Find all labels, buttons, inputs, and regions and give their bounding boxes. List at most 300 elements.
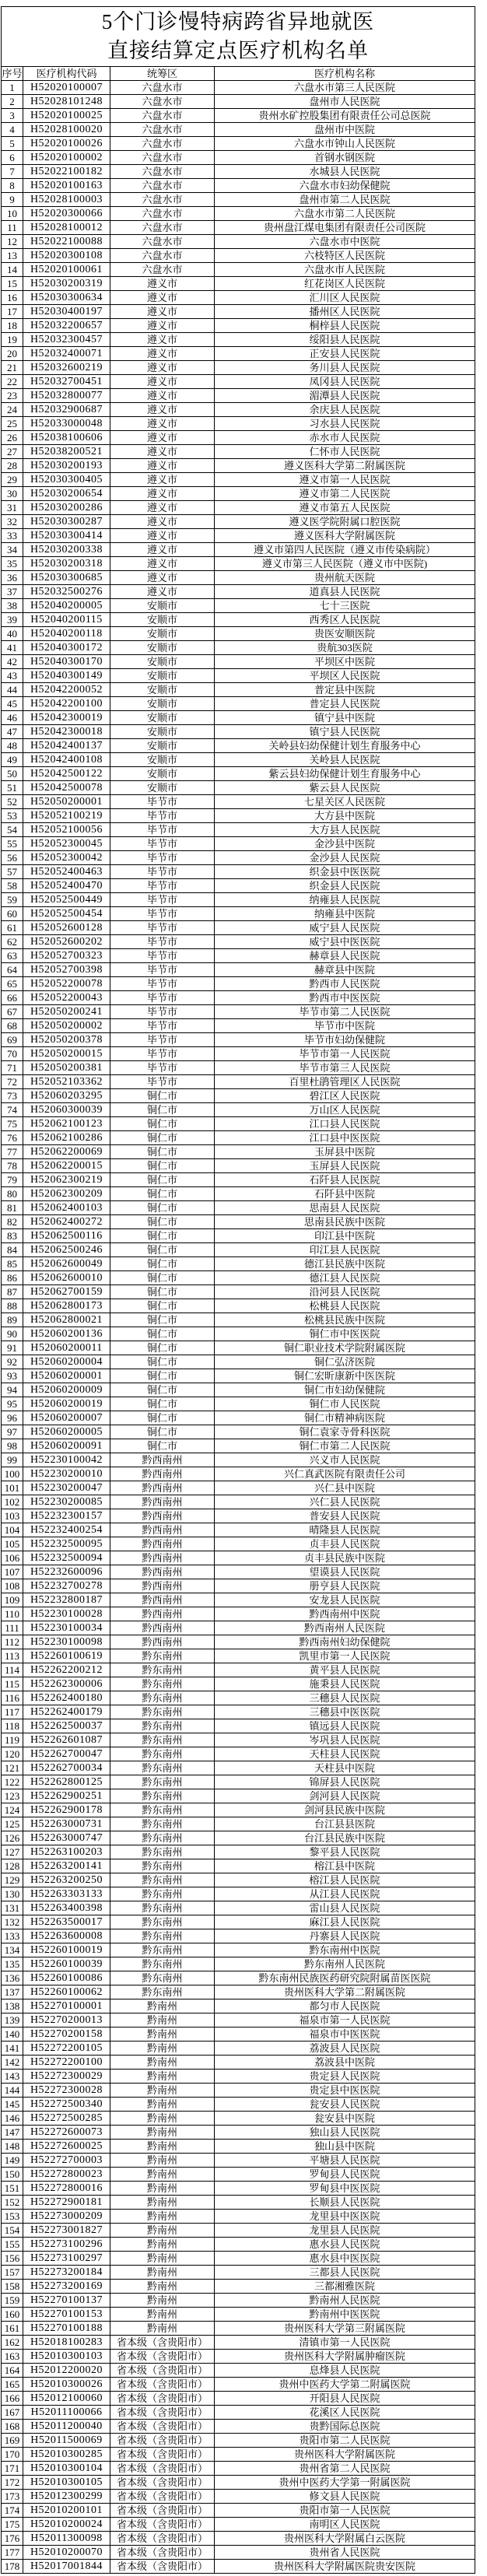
cell-index: 134 [2,1943,23,1957]
cell-name: 毕节市第三人民医院 [215,1061,475,1075]
cell-index: 52 [2,795,23,809]
table-row [2,599,475,613]
cell-name: 榕江县人民医院 [215,1873,475,1887]
cell-name: 播州区人民医院 [215,305,475,319]
cell-index: 10 [2,207,23,221]
cell-code: H52273001827 [23,2224,110,2238]
cell-region: 省本级（含贵阳市） [110,2350,215,2364]
cell-name: 独山县中医院 [215,2140,475,2154]
cell-name: 紫云县妇幼保健计划生育服务中心 [215,767,475,781]
cell-index: 163 [2,2350,23,2364]
table-row [2,1145,475,1159]
table-row [2,515,475,529]
cell-index: 82 [2,1215,23,1229]
cell-name: 晴隆县人民医院 [215,1523,475,1537]
cell-name: 玉屏县人民医院 [215,1159,475,1173]
cell-name: 关岭县人民医院 [215,753,475,767]
table-row [2,1873,475,1887]
cell-region: 遵义市 [110,305,215,319]
cell-index: 19 [2,333,23,347]
table-row [2,1047,475,1061]
cell-index: 133 [2,1929,23,1943]
cell-name: 荔波县人民医院 [215,2042,475,2056]
cell-region: 黔南州 [110,2308,215,2322]
cell-name: 岑巩县人民医院 [215,1733,475,1747]
cell-index: 49 [2,753,23,767]
cell-region: 铜仁市 [110,1173,215,1187]
table-row [2,2224,475,2238]
cell-region: 安顺市 [110,641,215,655]
table-row [2,2084,475,2098]
cell-code: H52020100026 [23,137,110,151]
cell-name: 贵黔国际总医院 [215,2420,475,2434]
cell-index: 27 [2,445,23,459]
cell-index: 141 [2,2042,23,2056]
cell-index: 12 [2,235,23,249]
table-row [2,2056,475,2070]
cell-name: 都匀市人民医院 [215,1999,475,2013]
cell-name: 西秀区人民医院 [215,613,475,627]
cell-code: H52050200381 [23,1061,110,1075]
cell-index: 164 [2,2364,23,2378]
cell-index: 102 [2,1495,23,1509]
cell-index: 43 [2,669,23,683]
cell-index: 129 [2,1873,23,1887]
table-row [2,207,475,221]
cell-index: 132 [2,1915,23,1929]
cell-index: 106 [2,1551,23,1565]
table-row [2,1999,475,2013]
cell-code: H52042400108 [23,753,110,767]
cell-index: 38 [2,599,23,613]
cell-region: 黔南州 [110,2013,215,2028]
cell-index: 93 [2,1369,23,1383]
table-row [2,2476,475,2490]
cell-code: H52052600128 [23,921,110,935]
cell-region: 遵义市 [110,375,215,389]
cell-region: 黔东南州 [110,1733,215,1747]
cell-region: 黔南州 [110,2252,215,2266]
cell-code: H52040300149 [23,669,110,683]
cell-region: 六盘水市 [110,81,215,95]
cell-code: H52232700278 [23,1579,110,1593]
cell-region: 黔南州 [110,2182,215,2196]
table-row [2,1173,475,1187]
cell-index: 88 [2,1299,23,1313]
cell-code: H52272800023 [23,2168,110,2182]
cell-index: 103 [2,1509,23,1523]
table-row [2,2238,475,2252]
cell-code: H52011300098 [23,2532,110,2546]
cell-name: 松桃县人民医院 [215,1299,475,1313]
cell-index: 159 [2,2294,23,2308]
cell-region: 安顺市 [110,781,215,795]
table-row [2,655,475,669]
cell-code: H52042200052 [23,683,110,697]
cell-region: 铜仁市 [110,1397,215,1411]
cell-region: 黔南州 [110,2070,215,2084]
table-row [2,2448,475,2462]
cell-name: 遵义市第五人民医院 [215,501,475,515]
table-row [2,2182,475,2196]
cell-code: H52028100020 [23,123,110,137]
cell-code: H52062200015 [23,1159,110,1173]
cell-index: 130 [2,1887,23,1901]
cell-index: 96 [2,1411,23,1425]
cell-code: H52017001844 [23,2560,110,2574]
cell-code: H52272500285 [23,2112,110,2126]
cell-code: H52010300104 [23,2462,110,2476]
cell-code: H52020100163 [23,179,110,193]
table-row [2,291,475,305]
cell-region: 铜仁市 [110,1369,215,1383]
cell-region: 黔东南州 [110,1901,215,1915]
cell-region: 铜仁市 [110,1145,215,1159]
cell-name: 黔东南州民族医药研究院附属苗医医院 [215,1971,475,1985]
table-row [2,2378,475,2392]
cell-code: H52262700047 [23,1747,110,1761]
cell-name: 万山区人民医院 [215,1103,475,1117]
cell-region: 遵义市 [110,319,215,333]
cell-name: 碧江区人民医院 [215,1089,475,1103]
table-row [2,1565,475,1579]
cell-name: 百里杜鹃管理区人民医院 [215,1075,475,1089]
table-row [2,1537,475,1551]
cell-region: 黔西南州 [110,1467,215,1481]
table-row [2,165,475,179]
cell-region: 省本级（含贵阳市） [110,2434,215,2448]
cell-name: 黔西市人民医院 [215,977,475,991]
cell-index: 128 [2,1859,23,1873]
table-row [2,1775,475,1789]
header-code: 医疗机构代码 [23,67,110,81]
table-row [2,1663,475,1677]
cell-code: H52052700323 [23,949,110,963]
cell-code: H52032700451 [23,375,110,389]
cell-code: H52010300285 [23,2448,110,2462]
cell-code: H52011500069 [23,2434,110,2448]
cell-index: 40 [2,627,23,641]
cell-index: 20 [2,347,23,361]
table-row [2,1033,475,1047]
table-row [2,1075,475,1089]
cell-name: 凤冈县人民医院 [215,375,475,389]
cell-region: 铜仁市 [110,1425,215,1439]
cell-index: 173 [2,2490,23,2504]
table-row [2,1719,475,1733]
table-row [2,1677,475,1691]
cell-code: H52030200193 [23,459,110,473]
cell-index: 148 [2,2140,23,2154]
cell-region: 铜仁市 [110,1131,215,1145]
cell-index: 124 [2,1803,23,1817]
table-row [2,669,475,683]
cell-name: 剑河县人民医院 [215,1789,475,1803]
cell-region: 黔东南州 [110,1649,215,1663]
cell-index: 2 [2,95,23,109]
cell-code: H52062300209 [23,1187,110,1201]
table-row [2,739,475,753]
cell-index: 74 [2,1103,23,1117]
cell-index: 155 [2,2238,23,2252]
cell-code: H52060203295 [23,1089,110,1103]
table-row [2,1327,475,1341]
table-row [2,557,475,571]
cell-name: 台江县民族中医院 [215,1831,475,1845]
cell-name: 铜仁市精神病医院 [215,1411,475,1425]
cell-region: 安顺市 [110,697,215,711]
cell-region: 黔南州 [110,2028,215,2042]
cell-code: H52032400071 [23,347,110,361]
cell-name: 水城县人民医院 [215,165,475,179]
cell-index: 17 [2,305,23,319]
cell-name: 天柱县人民医院 [215,1747,475,1761]
cell-code: H52042400137 [23,739,110,753]
cell-index: 100 [2,1467,23,1481]
cell-region: 省本级（含贵阳市） [110,2462,215,2476]
cell-name: 黎平县人民医院 [215,1845,475,1859]
cell-code: H52062200069 [23,1145,110,1159]
cell-region: 毕节市 [110,921,215,935]
cell-name: 三穗县人民医院 [215,1691,475,1705]
cell-region: 黔东南州 [110,1775,215,1789]
cell-name: 威宁县人民医院 [215,921,475,935]
cell-code: H52052500449 [23,893,110,907]
cell-index: 160 [2,2308,23,2322]
cell-region: 铜仁市 [110,1257,215,1271]
cell-region: 遵义市 [110,361,215,375]
cell-region: 黔东南州 [110,1929,215,1943]
cell-code: H52042500122 [23,767,110,781]
cell-index: 119 [2,1733,23,1747]
cell-region: 黔西南州 [110,1551,215,1565]
cell-name: 六盘水市第三人民医院 [215,81,475,95]
cell-region: 黔南州 [110,1999,215,2013]
cell-name: 贵阳市第二人民医院 [215,2434,475,2448]
table-row [2,1859,475,1873]
cell-region: 安顺市 [110,767,215,781]
cell-name: 贵州医科大学附属医院 [215,2448,475,2462]
table-row [2,1579,475,1593]
table-row [2,977,475,991]
cell-code: H52262700034 [23,1761,110,1775]
cell-region: 省本级（含贵阳市） [110,2504,215,2518]
cell-code: H52050200015 [23,1047,110,1061]
cell-name: 纳雍县人民医院 [215,893,475,907]
cell-region: 六盘水市 [110,179,215,193]
cell-name: 贵州医科大学附属白云医院 [215,2532,475,2546]
cell-index: 110 [2,1607,23,1621]
cell-region: 铜仁市 [110,1355,215,1369]
cell-region: 毕节市 [110,879,215,893]
cell-code: H52052100056 [23,823,110,837]
cell-code: H52052100219 [23,809,110,823]
table-row [2,1089,475,1103]
cell-name: 三穗县中医医院 [215,1705,475,1719]
cell-region: 铜仁市 [110,1327,215,1341]
table-row [2,1943,475,1957]
cell-index: 168 [2,2420,23,2434]
table-row [2,1271,475,1285]
cell-code: H52020300066 [23,207,110,221]
cell-region: 黔西南州 [110,1495,215,1509]
cell-index: 11 [2,221,23,235]
cell-code: H52032800077 [23,389,110,403]
table-row [2,641,475,655]
cell-code: H52060300039 [23,1103,110,1117]
cell-name: 玉屏县中医院 [215,1145,475,1159]
cell-index: 172 [2,2476,23,2490]
cell-code: H52030200338 [23,543,110,557]
cell-name: 威宁县中医医院 [215,935,475,949]
table-row [2,319,475,333]
cell-index: 170 [2,2448,23,2462]
cell-index: 150 [2,2168,23,2182]
cell-index: 85 [2,1257,23,1271]
cell-code: H52022100182 [23,165,110,179]
cell-name: 开阳县人民医院 [215,2392,475,2406]
cell-region: 六盘水市 [110,221,215,235]
cell-region: 黔西南州 [110,1453,215,1467]
cell-name: 兴义市人民医院 [215,1453,475,1467]
table-row [2,2098,475,2112]
table-row [2,1957,475,1971]
cell-region: 黔南州 [110,2056,215,2070]
cell-name: 铜仁职业技术学院附属医院 [215,1341,475,1355]
title-row [2,7,475,67]
cell-code: H52042300018 [23,725,110,739]
cell-index: 73 [2,1089,23,1103]
table-row [2,2266,475,2280]
cell-region: 毕节市 [110,963,215,977]
cell-index: 143 [2,2070,23,2084]
cell-name: 凯里市第一人民医院 [215,1649,475,1663]
cell-region: 遵义市 [110,277,215,291]
cell-index: 16 [2,291,23,305]
cell-index: 153 [2,2210,23,2224]
cell-index: 41 [2,641,23,655]
cell-index: 149 [2,2154,23,2168]
cell-code: H52052200043 [23,991,110,1005]
table-row [2,2280,475,2294]
table-row [2,1299,475,1313]
cell-code: H52262601087 [23,1733,110,1747]
cell-index: 30 [2,487,23,501]
cell-region: 遵义市 [110,529,215,543]
cell-code: H52012300299 [23,2490,110,2504]
cell-index: 137 [2,1985,23,1999]
cell-name: 罗甸县中医医院 [215,2182,475,2196]
cell-region: 铜仁市 [110,1159,215,1173]
cell-code: H52273100296 [23,2238,110,2252]
cell-region: 安顺市 [110,739,215,753]
cell-region: 六盘水市 [110,109,215,123]
cell-region: 安顺市 [110,669,215,683]
cell-name: 沿河县人民医院 [215,1285,475,1299]
table-row [2,1621,475,1635]
table-row [2,2392,475,2406]
cell-name: 兴仁真武医院有限责任公司 [215,1467,475,1481]
cell-name: 黔东南州中医院 [215,1943,475,1957]
cell-code: H52230100098 [23,1635,110,1649]
cell-name: 余庆县人民医院 [215,403,475,417]
cell-code: H52273000209 [23,2210,110,2224]
cell-code: H52260100619 [23,1649,110,1663]
cell-code: H52062800021 [23,1313,110,1327]
cell-code: H52020100025 [23,109,110,123]
cell-code: H52030300405 [23,473,110,487]
cell-region: 铜仁市 [110,1089,215,1103]
cell-index: 109 [2,1593,23,1607]
cell-name: 长顺县人民医院 [215,2196,475,2210]
cell-region: 省本级（含贵阳市） [110,2476,215,2490]
cell-index: 9 [2,193,23,207]
cell-code: H52010300105 [23,2476,110,2490]
cell-name: 贵州中医药大学第一附属医院 [215,2476,475,2490]
cell-region: 铜仁市 [110,1117,215,1131]
cell-code: H52272200100 [23,2056,110,2070]
table-row [2,221,475,235]
cell-name: 镇远县人民医院 [215,1719,475,1733]
cell-name: 贵医安顺医院 [215,627,475,641]
table-row [2,2308,475,2322]
cell-code: H52060200019 [23,1397,110,1411]
table-row [2,109,475,123]
table-row [2,1425,475,1439]
cell-index: 24 [2,403,23,417]
table-row [2,1355,475,1369]
table-row [2,445,475,459]
cell-region: 黔南州 [110,2084,215,2098]
cell-name: 江口县中医医院 [215,1131,475,1145]
cell-name: 兴仁县人民医院 [215,1495,475,1509]
cell-name: 毕节市第二人民医院 [215,1005,475,1019]
cell-name: 毕节市中医院 [215,1019,475,1033]
table-row [2,1845,475,1859]
cell-name: 贵州盘江煤电集团有限责任公司医院 [215,221,475,235]
table-row [2,1901,475,1915]
cell-code: H52262500037 [23,1719,110,1733]
cell-name: 贞丰县民族中医院 [215,1551,475,1565]
cell-index: 62 [2,935,23,949]
table-row [2,2154,475,2168]
cell-region: 黔南州 [110,2112,215,2126]
cell-name: 瓮安县人民医院 [215,2098,475,2112]
table-row [2,431,475,445]
cell-code: H52012200020 [23,2364,110,2378]
cell-code: H52272800016 [23,2182,110,2196]
table-row [2,305,475,319]
cell-code: H52263200250 [23,1873,110,1887]
cell-index: 72 [2,1075,23,1089]
cell-name: 普定县中医院 [215,683,475,697]
cell-index: 65 [2,977,23,991]
cell-index: 33 [2,529,23,543]
cell-index: 135 [2,1957,23,1971]
table-row [2,935,475,949]
cell-index: 162 [2,2336,23,2350]
table-row [2,2112,475,2126]
cell-name: 道真县人民医院 [215,585,475,599]
table-row [2,1929,475,1943]
cell-name: 剑河县民族中医院 [215,1803,475,1817]
cell-region: 省本级（含贵阳市） [110,2560,215,2574]
cell-index: 108 [2,1579,23,1593]
cell-region: 黔东南州 [110,1915,215,1929]
table-row [2,1761,475,1775]
cell-index: 5 [2,137,23,151]
cell-index: 68 [2,1019,23,1033]
